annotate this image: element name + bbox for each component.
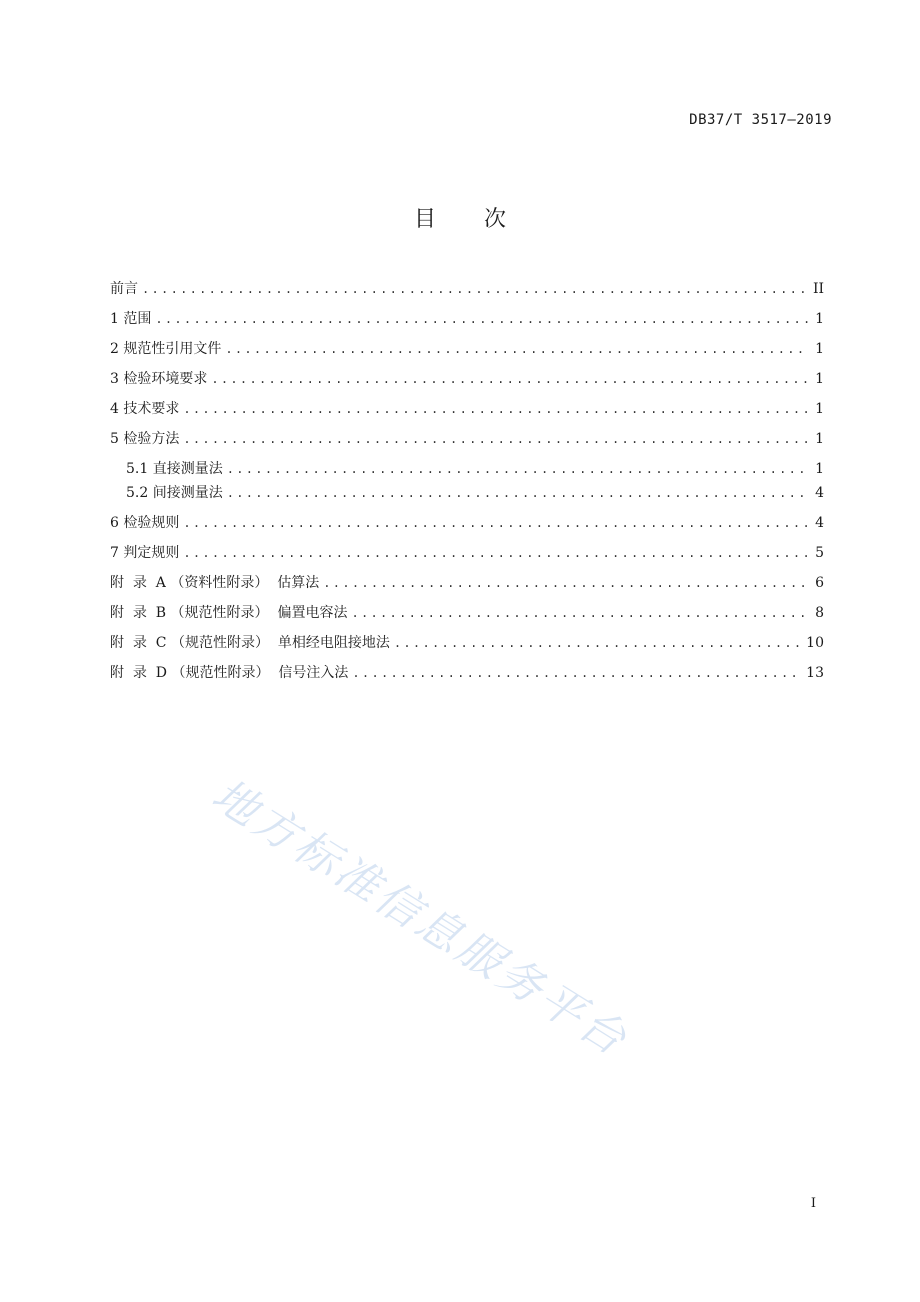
toc-entry-page: 4 [815,485,824,501]
toc-entry-appendix-a[interactable] [110,572,824,594]
toc-entry-label: 5 检验方法 [110,431,180,447]
toc-entry-label: 5.2 间接测量法 [126,485,223,501]
toc-entry-page: 1 [815,461,824,477]
toc-entry-technical-requirements[interactable] [110,398,824,420]
page-title [0,202,920,233]
toc-entry-label: 附 录 C （规范性附录） 单相经电阻接地法 [110,635,390,651]
toc-entry-label: 7 判定规则 [110,545,180,561]
page-number: I [810,1196,816,1211]
toc-entry-page: II [812,281,824,297]
toc-leader-dots [183,542,809,564]
toc-entry-inspection-rules[interactable] [110,512,824,534]
toc-entry-page: 10 [806,635,824,651]
toc-entry-page: 1 [815,431,824,447]
toc-leader-dots [183,398,809,420]
toc-leader-dots [225,338,809,360]
toc-entry-label: 1 范围 [110,311,152,327]
toc-leader-dots [183,512,809,534]
toc-entry-test-methods[interactable] [110,428,824,450]
toc-leader-dots [394,632,800,654]
toc-entry-environment[interactable] [110,368,824,390]
toc-entry-page: 8 [815,605,824,621]
toc-entry-appendix-c[interactable] [110,632,824,654]
toc-entry-label: 附 录 D （规范性附录） 信号注入法 [110,665,349,681]
toc-entry-indirect-measurement[interactable] [126,482,824,504]
toc-entry-appendix-d[interactable] [110,662,824,684]
toc-entry-page: 5 [815,545,824,561]
toc-entry-appendix-b[interactable] [110,602,824,624]
toc-entry-page: 13 [806,665,824,681]
toc-entry-page: 6 [815,575,824,591]
toc-entry-page: 1 [815,401,824,417]
toc-entry-label: 4 技术要求 [110,401,180,417]
toc-leader-dots [227,458,809,480]
watermark: 地方标准信息服务平台 [203,769,638,1067]
toc-leader-dots [351,602,809,624]
page-title-part2: 次 [484,207,507,232]
toc-entry-label: 2 规范性引用文件 [110,341,222,357]
toc-entry-label: 6 检验规则 [110,515,180,531]
toc-leader-dots [183,428,809,450]
toc-entry-label: 附 录 B （规范性附录） 偏置电容法 [110,605,348,621]
toc-entry-foreword[interactable] [110,278,824,300]
toc-entry-page: 4 [815,515,824,531]
toc-entry-page: 1 [815,371,824,387]
toc-leader-dots [323,572,809,594]
toc-entry-scope[interactable] [110,308,824,330]
toc-entry-label: 附 录 A （资料性附录） 估算法 [110,575,320,591]
toc-leader-dots [142,278,807,300]
toc-leader-dots [352,662,800,684]
toc-entry-judgement-rules[interactable] [110,542,824,564]
toc-leader-dots [211,368,809,390]
toc-entry-label: 3 检验环境要求 [110,371,208,387]
toc-entry-label: 前言 [110,281,138,297]
toc-entry-normative-references[interactable] [110,338,824,360]
toc-entry-label: 5.1 直接测量法 [126,461,223,477]
toc-leader-dots [227,482,809,504]
toc-entry-direct-measurement[interactable] [126,458,824,480]
toc-leader-dots [155,308,809,330]
standard-number: DB37/T 3517—2019 [689,112,832,128]
toc-entry-page: 1 [815,311,824,327]
page-title-part1: 目 [413,207,436,232]
toc-entry-page: 1 [815,341,824,357]
